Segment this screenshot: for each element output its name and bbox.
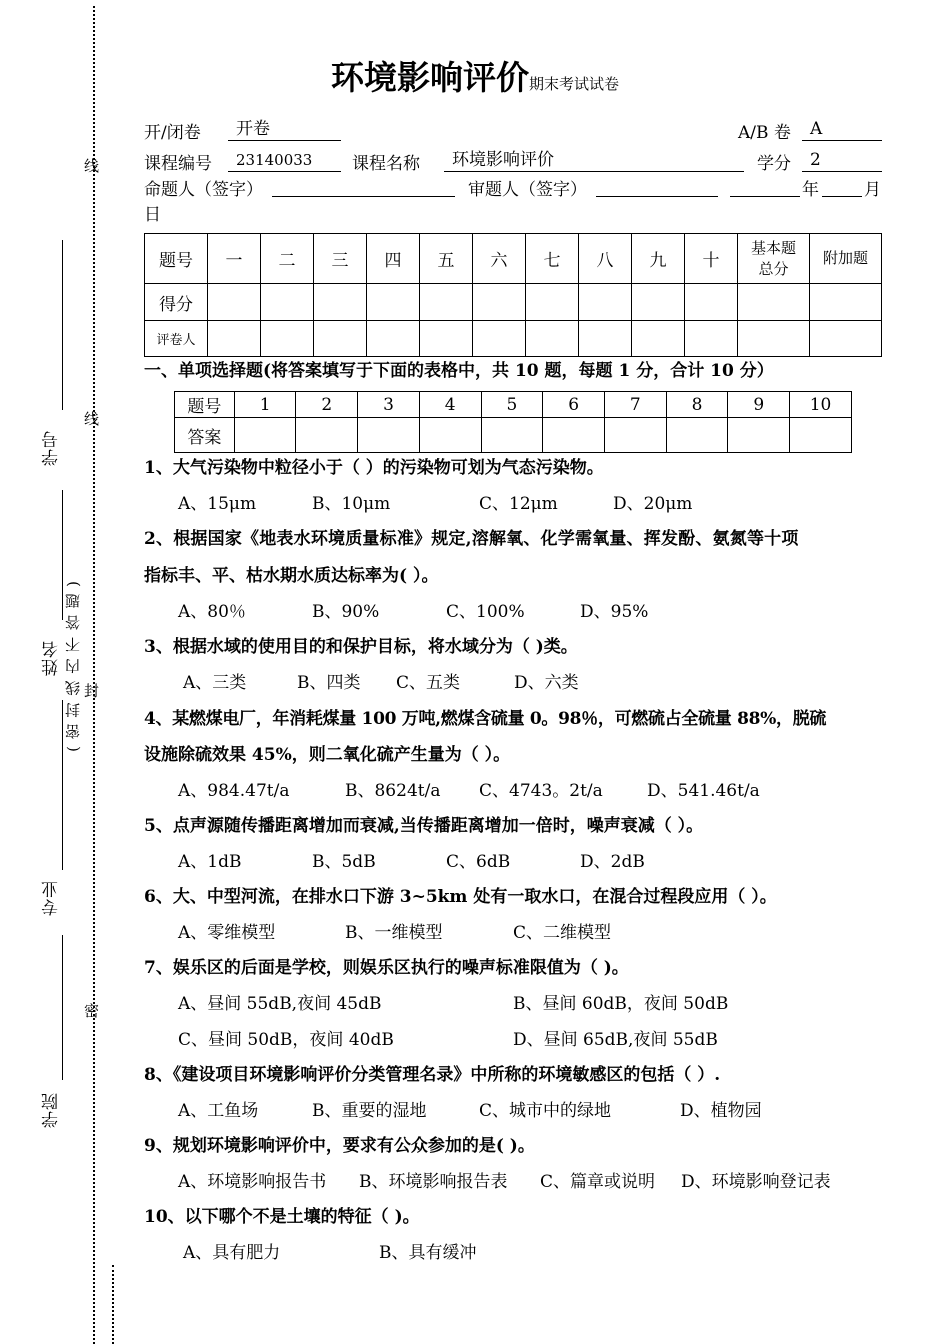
question-10-option-b: B、具有缓冲 <box>379 1243 477 1263</box>
question-7-option-b: B、昼间 60dB，夜间 50dB <box>513 994 729 1014</box>
open-closed-label: 开/闭卷 <box>144 123 201 143</box>
course-name-value: 环境影响评价 <box>444 150 744 172</box>
score-row <box>145 284 882 321</box>
basic-total-header <box>738 234 810 284</box>
course-code-label: 课程编号 <box>144 154 212 174</box>
score-cell[interactable] <box>579 284 632 321</box>
question-8-option-b: B、重要的湿地 <box>312 1101 427 1121</box>
grader-cell[interactable] <box>367 321 420 357</box>
question-1-option-d: D、20μm <box>613 494 693 514</box>
question-1-option-c: C、12μm <box>479 494 558 514</box>
question-7-option-a: A、昼间 55dB,夜间 45dB <box>178 994 382 1014</box>
answer-cell[interactable] <box>419 418 481 453</box>
question-4-stem: 4、某燃煤电厂，年消耗煤量 100 万吨,燃煤含硫量 0。98％，可燃硫占全硫量 88%，脱硫 <box>144 709 827 729</box>
question-4-stem-cont: 设施除硫效果 45%，则二氧化硫产生量为（ ）。 <box>144 745 511 765</box>
answer-table-answer-label: 答案 <box>175 418 235 453</box>
college-label: 学院 <box>42 1092 62 1128</box>
question-9-option-b: B、环境影响报告表 <box>359 1172 508 1192</box>
seal-marker: 封 <box>84 682 100 700</box>
course-title: 环境影响评价 <box>330 58 529 97</box>
binding-dotted-line <box>93 6 95 1344</box>
exam-title <box>0 52 950 99</box>
grader-cell[interactable] <box>632 321 685 357</box>
grader-cell[interactable] <box>420 321 473 357</box>
question-7-option-d: D、昼间 65dB,夜间 55dB <box>513 1030 718 1050</box>
question-2-option-a: A、80％ <box>178 602 246 622</box>
question-9-stem: 9、规划环境影响评价中，要求有公众参加的是( )。 <box>144 1136 535 1156</box>
answer-table-number: 2 <box>296 392 358 418</box>
answer-cell[interactable] <box>358 418 420 453</box>
question-4-option-b: B、8624t/a <box>345 781 441 801</box>
answer-cell[interactable] <box>296 418 358 453</box>
seal-notice: ( 密 封 线 内 不 答 题 ) <box>64 580 82 752</box>
question-9-option-c: C、篇章或说明 <box>540 1172 656 1192</box>
answer-table-header-label: 题号 <box>175 392 235 418</box>
course-code-value: 23140033 <box>228 150 341 172</box>
question-7-stem: 7、娱乐区的后面是学校，则娱乐区执行的噪声标准限值为（ )。 <box>144 958 629 978</box>
answer-table-number-row <box>175 392 852 418</box>
score-table-cell: 九 <box>632 234 685 284</box>
answer-cell[interactable] <box>790 418 852 453</box>
dense-marker: 密 <box>84 1002 100 1020</box>
answer-table-number: 5 <box>481 392 543 418</box>
answer-table-number: 6 <box>543 392 605 418</box>
setter-label: 命题人（签字） <box>144 180 263 200</box>
question-3-option-c: C、五类 <box>396 673 461 693</box>
score-table <box>144 233 882 357</box>
grader-cell[interactable] <box>208 321 261 357</box>
answer-table-answer-row <box>175 418 852 453</box>
grader-cell[interactable] <box>473 321 526 357</box>
line-marker-top: 线 <box>84 157 100 175</box>
score-cell[interactable] <box>738 284 810 321</box>
score-cell[interactable] <box>420 284 473 321</box>
name-line <box>62 490 63 620</box>
question-9-option-a: A、环境影响报告书 <box>178 1172 327 1192</box>
exam-subtitle: 期末考试试卷 <box>528 75 619 93</box>
question-3-option-b: B、四类 <box>297 673 361 693</box>
question-9-option-d: D、环境影响登记表 <box>681 1172 831 1192</box>
grader-cell[interactable] <box>526 321 579 357</box>
college-line <box>62 935 63 1080</box>
question-1-stem: 1、大气污染物中粒径小于（ ）的污染物可划为气态污染物。 <box>144 458 604 478</box>
grader-label: 评卷人 <box>145 321 208 357</box>
question-4-option-c: C、4743。2t/a <box>479 781 603 801</box>
major-line <box>62 700 63 870</box>
question-8-option-a: A、工鱼场 <box>178 1101 259 1121</box>
question-2-option-d: D、95% <box>580 602 649 622</box>
answer-table-number: 1 <box>234 392 296 418</box>
basic-total-line2: 总分 <box>758 259 789 278</box>
setter-signature-line <box>272 196 455 197</box>
question-3-option-a: A、三类 <box>183 673 247 693</box>
score-label: 得分 <box>145 284 208 321</box>
grader-cell[interactable] <box>738 321 810 357</box>
question-5-option-d: D、2dB <box>580 852 645 872</box>
question-10-option-a: A、具有肥力 <box>183 1243 281 1263</box>
answer-cell[interactable] <box>604 418 666 453</box>
question-8-option-d: D、植物园 <box>680 1101 762 1121</box>
month-line <box>822 196 862 197</box>
reviewer-label: 审题人（签字） <box>468 180 587 200</box>
binding-dotted-line-lower <box>112 1265 114 1344</box>
ab-value: A <box>802 119 882 141</box>
question-1-option-a: A、15μm <box>178 494 257 514</box>
grader-cell[interactable] <box>685 321 738 357</box>
score-cell[interactable] <box>526 284 579 321</box>
question-4-option-d: D、541.46t/a <box>647 781 760 801</box>
answer-cell[interactable] <box>481 418 543 453</box>
year-line <box>730 196 800 197</box>
score-table-cell: 七 <box>526 234 579 284</box>
question-7-option-c: C、昼间 50dB，夜间 40dB <box>178 1030 394 1050</box>
score-cell[interactable] <box>261 284 314 321</box>
score-table-cell: 题号 <box>145 234 208 284</box>
score-table-cell: 六 <box>473 234 526 284</box>
answer-table <box>174 391 852 453</box>
question-2-option-b: B、90% <box>312 602 380 622</box>
answer-cell[interactable] <box>234 418 296 453</box>
open-closed-value: 开卷 <box>228 119 341 141</box>
question-4-option-a: A、984.47t/a <box>178 781 290 801</box>
grader-row <box>145 321 882 357</box>
score-table-cell: 五 <box>420 234 473 284</box>
question-5-option-a: A、1dB <box>178 852 242 872</box>
credit-value: 2 <box>802 150 882 172</box>
score-table-cell: 一 <box>208 234 261 284</box>
credit-label: 学分 <box>757 154 791 174</box>
question-8-stem: 8、《建设项目环境影响评价分类管理名录》中所称的环境敏感区的包括（ ）. <box>144 1065 721 1085</box>
question-5-option-c: C、6dB <box>446 852 511 872</box>
answer-cell[interactable] <box>543 418 605 453</box>
question-2-option-c: C、100% <box>446 602 525 622</box>
grader-cell[interactable] <box>314 321 367 357</box>
score-cell[interactable] <box>208 284 261 321</box>
grader-cell[interactable] <box>579 321 632 357</box>
score-table-header-row <box>145 234 882 284</box>
day-label: 日 <box>144 205 161 225</box>
grader-cell[interactable] <box>261 321 314 357</box>
year-label: 年 <box>802 180 819 200</box>
reviewer-signature-line <box>596 196 718 197</box>
question-2-stem: 2、根据国家《地表水环境质量标准》规定,溶解氧、化学需氧量、挥发酚、氨氮等十项 <box>144 529 799 549</box>
question-6-option-b: B、一维模型 <box>345 923 443 943</box>
score-table-cell: 十 <box>685 234 738 284</box>
answer-table-number: 4 <box>419 392 481 418</box>
section1-heading: 一、单项选择题(将答案填写于下面的表格中，共 10 题，每题 1 分，合计 10 分） <box>144 361 774 381</box>
question-3-option-d: D、六类 <box>514 673 579 693</box>
answer-table-number: 9 <box>728 392 790 418</box>
basic-total-line1: 基本题 <box>750 238 796 257</box>
ab-label: A/B 卷 <box>738 123 791 143</box>
answer-table-number: 8 <box>666 392 728 418</box>
question-3-stem: 3、根据水域的使用目的和保护目标，将水域分为（ )类。 <box>144 637 578 657</box>
extra-header: 附加题 <box>810 234 882 284</box>
major-label: 专业 <box>42 880 62 916</box>
answer-table-number: 7 <box>604 392 666 418</box>
score-cell[interactable] <box>473 284 526 321</box>
score-table-cell: 二 <box>261 234 314 284</box>
score-cell[interactable] <box>632 284 685 321</box>
score-table-cell: 三 <box>314 234 367 284</box>
grader-cell[interactable] <box>810 321 882 357</box>
score-table-cell: 八 <box>579 234 632 284</box>
question-8-option-c: C、城市中的绿地 <box>479 1101 612 1121</box>
question-1-option-b: B、10μm <box>312 494 391 514</box>
score-cell[interactable] <box>810 284 882 321</box>
question-6-option-c: C、二维模型 <box>513 923 612 943</box>
answer-table-number: 3 <box>358 392 420 418</box>
line-marker-mid: 线 <box>84 410 100 428</box>
score-cell[interactable] <box>314 284 367 321</box>
question-6-stem: 6、大、中型河流，在排水口下游 3~5km 处有一取水口，在混合过程段应用（ ）。 <box>144 887 777 907</box>
answer-cell[interactable] <box>728 418 790 453</box>
question-10-stem: 10、以下哪个不是土壤的特征（ )。 <box>144 1207 420 1227</box>
question-5-option-b: B、5dB <box>312 852 376 872</box>
name-label: 姓名 <box>42 640 62 676</box>
course-name-label: 课程名称 <box>352 154 420 174</box>
score-cell[interactable] <box>685 284 738 321</box>
question-2-stem-cont: 指标丰、平、枯水期水质达标率为( ）。 <box>144 566 439 586</box>
question-6-option-a: A、零维模型 <box>178 923 276 943</box>
question-5-stem: 5、点声源随传播距离增加而衰减,当传播距离增加一倍时，噪声衰减（ ）。 <box>144 816 704 836</box>
student-id-label: 学号 <box>42 430 62 466</box>
score-table-cell: 四 <box>367 234 420 284</box>
score-cell[interactable] <box>367 284 420 321</box>
answer-table-number: 10 <box>790 392 852 418</box>
month-label: 月 <box>864 180 881 200</box>
student-id-line <box>62 240 63 410</box>
answer-cell[interactable] <box>666 418 728 453</box>
